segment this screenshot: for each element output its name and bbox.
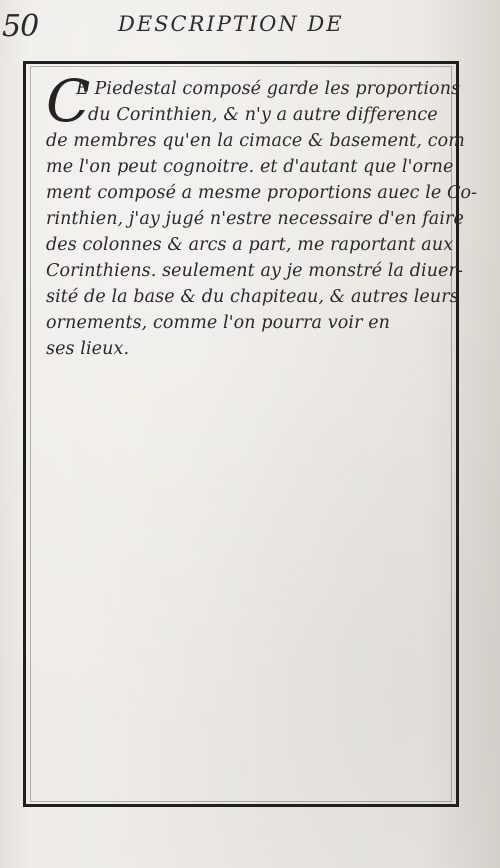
text-line: des colonnes & arcs a part, me raportant aux xyxy=(46,235,454,255)
text-line: sité de la base & du chapiteau, & autres leurs xyxy=(46,287,459,307)
page-number: 50 xyxy=(2,9,39,44)
text-line: ornements, comme l'on pourra voir en xyxy=(46,313,391,333)
text-line: E Piedestal composé garde les proportions xyxy=(76,79,461,99)
drop-cap: C xyxy=(46,67,91,135)
text-line: me l'on peut cognoitre. et d'autant que l'orne xyxy=(46,157,454,177)
text-line: rinthien, j'ay jugé n'estre necessaire d'en faire xyxy=(46,209,464,229)
text-line: ses lieux. xyxy=(46,339,130,359)
running-head: DESCRIPTION DE xyxy=(118,12,344,36)
text-line: ment composé a mesme proportions auec le Co- xyxy=(46,183,478,203)
text-line: Corinthiens. seulement ay je monstré la diuer- xyxy=(46,261,463,281)
text-line: du Corinthien, & n'y a autre difference xyxy=(88,105,438,125)
text-line: de membres qu'en la cimace & basement, com xyxy=(46,131,465,151)
